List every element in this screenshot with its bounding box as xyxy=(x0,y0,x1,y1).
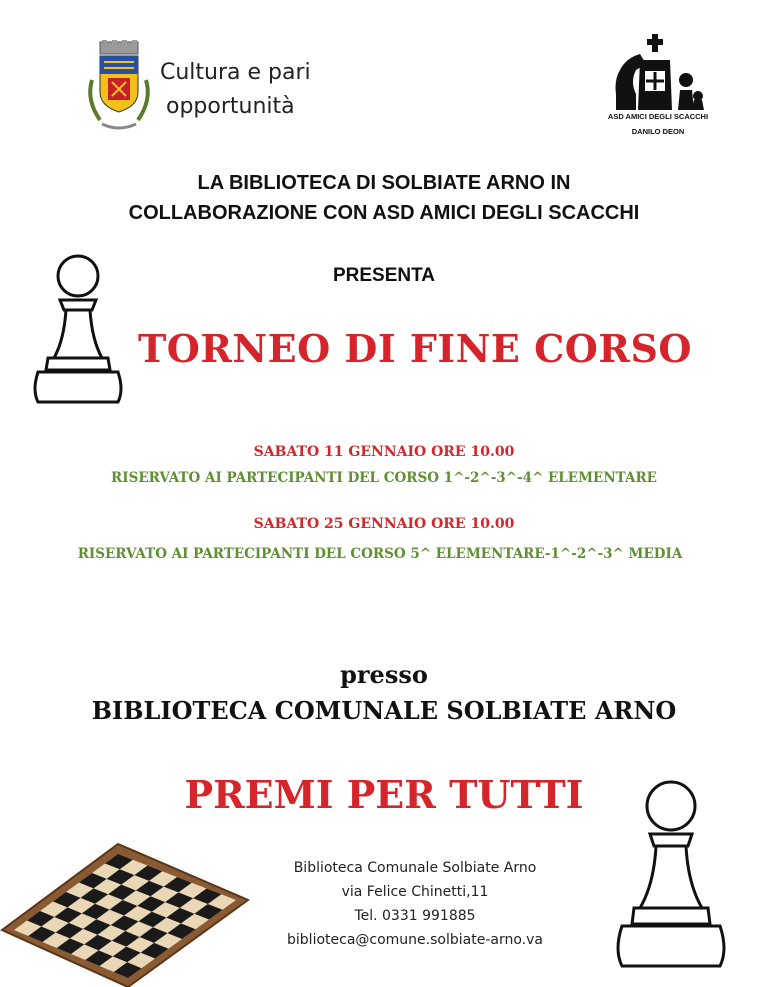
crest-label xyxy=(160,56,311,124)
chess-pawn-icon xyxy=(612,774,730,974)
crest-label-line2: opportunità xyxy=(166,94,295,119)
intro-line-2: COLLABORAZIONE CON ASD AMICI DEGLI SCACCHI xyxy=(128,202,640,224)
venue-name: BIBLIOTECA COMUNALE SOLBIATE ARNO xyxy=(91,696,677,725)
venue-presso-label: presso xyxy=(340,660,428,689)
contact-phone: Tel. 0331 991885 xyxy=(354,908,476,924)
contact-address: via Felice Chinetti,11 xyxy=(341,884,489,900)
presenta-label: PRESENTA xyxy=(332,265,436,286)
session-2-date: SABATO 25 GENNAIO ORE 10.00 xyxy=(253,516,515,532)
club-subtitle: DANILO DEON xyxy=(631,127,685,136)
municipal-crest-icon xyxy=(82,40,156,136)
prizes-headline: PREMI PER TUTTI xyxy=(184,772,584,817)
crest-label-line1: Cultura e pari xyxy=(160,60,311,85)
session-1-date: SABATO 11 GENNAIO ORE 10.00 xyxy=(253,444,515,460)
session-1-note: RISERVATO AI PARTECIPANTI DEL CORSO 1^-2^-3^-4^ ELEMENTARE xyxy=(111,470,657,486)
intro-line-1: LA BIBLIOTECA DI SOLBIATE ARNO IN xyxy=(197,172,571,194)
event-title: TORNEO DI FINE CORSO xyxy=(137,326,693,371)
club-name: ASD AMICI DEGLI SCACCHI xyxy=(607,112,709,121)
chess-club-logo-icon xyxy=(610,30,706,114)
contact-name: Biblioteca Comunale Solbiate Arno xyxy=(293,860,537,876)
contact-email[interactable]: biblioteca@comune.solbiate-arno.va xyxy=(287,932,543,948)
chessboard-icon xyxy=(0,838,250,987)
session-2-note: RISERVATO AI PARTECIPANTI DEL CORSO 5^ ELEMENTARE-1^-2^-3^ MEDIA xyxy=(77,546,683,562)
